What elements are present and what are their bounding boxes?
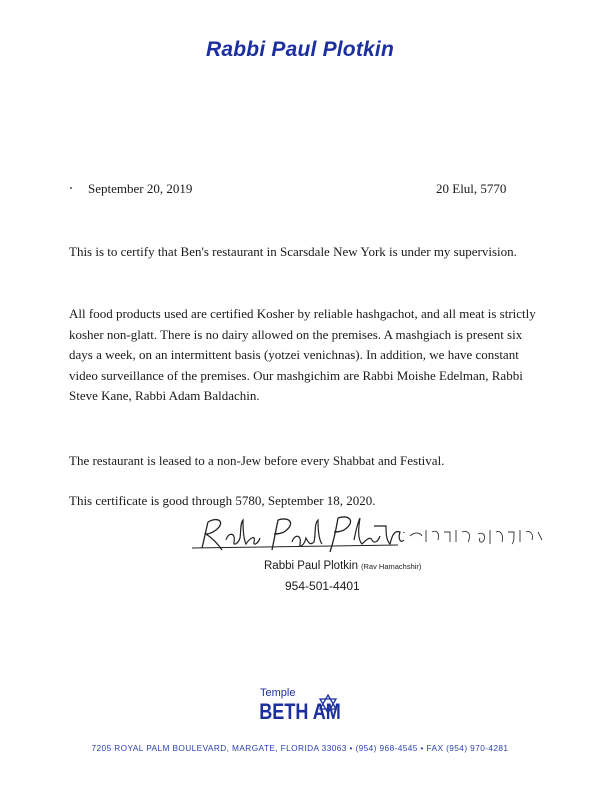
handwritten-signature [188, 510, 548, 556]
certification-paragraph: This is to certify that Ben's restaurant in Scarsdale New York is under my supervision. [69, 244, 517, 259]
signer-phone: 954-501-4401 [285, 579, 360, 593]
logo-beth-am-text: BETH AM [259, 700, 341, 725]
signer-title: (Rav Hamachshir) [360, 562, 422, 571]
hebrew-date: 20 Elul, 5770 [436, 181, 507, 196]
kosher-details-paragraph: All food products used are certified Kosher by reliable hashgachot, and all meat is strictly kosher non-glatt. There is no dairy allowed on the premises. A mashgiach is present six days a week, on an intermittent basis (yotzei venichnas). In addition, we have constant video surveillance of the premises. Our mashgichim are Rabbi Moishe Edelman, Rabbi Steve Kane, Rabbi Adam Baldachin. [69, 306, 536, 403]
scan-speck [70, 187, 72, 189]
signer-printed-name: Rabbi Paul Plotkin [264, 560, 358, 572]
shabbat-lease-paragraph: The restaurant is leased to a non-Jew before every Shabbat and Festival. [69, 453, 445, 468]
validity-paragraph: This certificate is good through 5780, September 18, 2020. [69, 493, 376, 508]
temple-beth-am-logo [256, 683, 356, 727]
footer-address: 7205 ROYAL PALM BOULEVARD, MARGATE, FLORIDA 33063 • (954) 968-4545 • FAX (954) 970-4281 [91, 743, 509, 753]
logo-temple-text: Temple [260, 687, 296, 699]
signer-name-block [264, 560, 421, 572]
letterhead-name: Rabbi Paul Plotkin [206, 38, 394, 61]
gregorian-date: September 20, 2019 [88, 181, 193, 196]
